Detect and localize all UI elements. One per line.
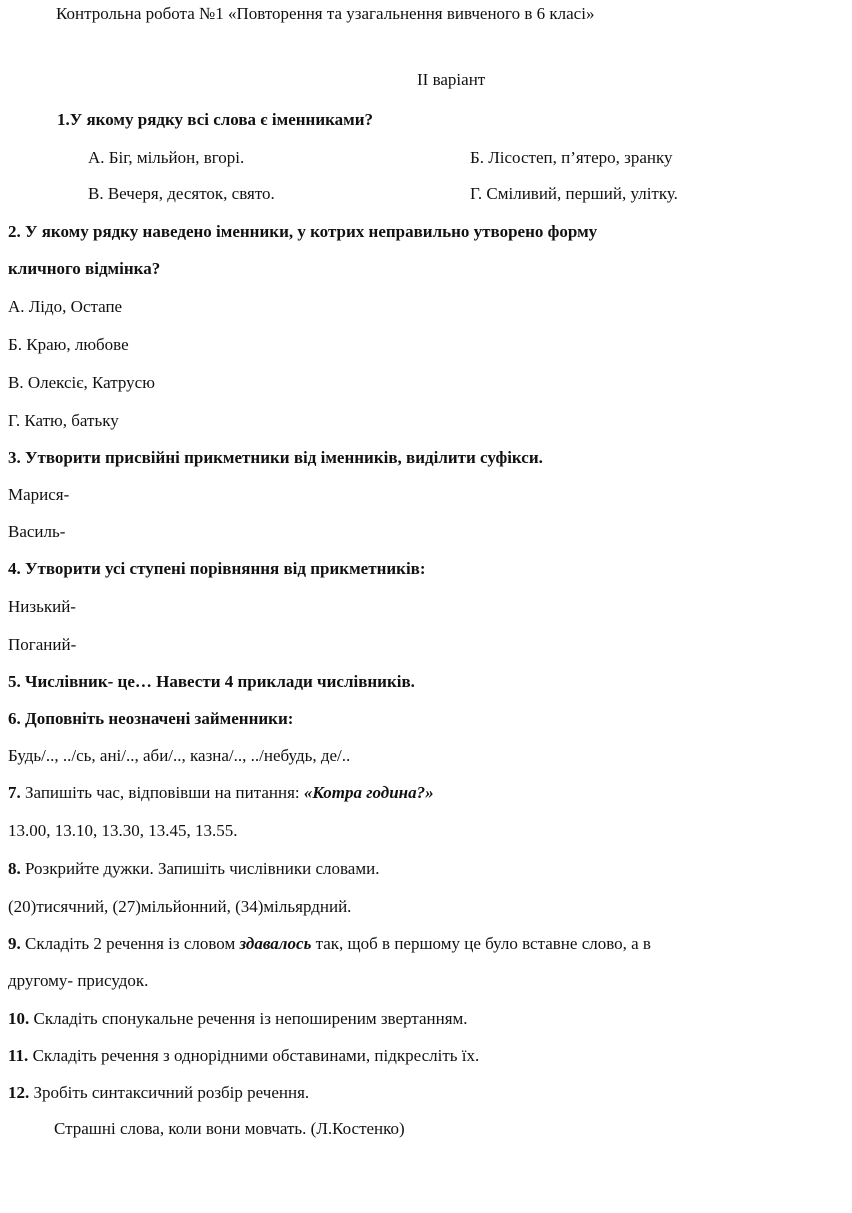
question-9-line-2: другому- присудок. [8,971,149,990]
question-3-word-1: Марися- [8,485,70,504]
question-1-number: 1. [57,110,70,129]
question-2-line-2: кличного відмінка? [8,259,161,278]
variant-label: II варіант [417,70,486,89]
question-9-emphasis: здавалось [239,934,312,953]
question-9-text-2: так, щоб в першому це було вставне слово, а в [311,934,651,953]
question-2-option-b: Б. Краю, любове [8,335,129,354]
question-1-option-a: А. Біг, мільйон, вгорі. [88,148,245,167]
question-1 [57,109,373,131]
question-1-option-c: В. Вечеря, десяток, свято. [88,184,275,203]
question-11 [8,1045,479,1067]
question-1-text: У якому рядку всі слова є іменниками? [69,110,374,129]
question-8 [8,858,379,880]
question-11-number: 11. [8,1046,29,1065]
question-7-number: 7. [8,783,21,802]
question-3-word-2: Василь- [8,522,66,541]
question-4-word-2: Поганий- [8,635,77,654]
question-2-line-1: 2. У якому рядку наведено іменники, у котрих неправильно утворено форму [8,222,598,241]
question-12-number: 12. [8,1083,30,1102]
question-5: 5. Числівник- це… Навести 4 приклади числівників. [8,672,415,691]
question-9 [8,933,651,955]
question-12-sentence: Страшні слова, коли вони мовчать. (Л.Костенко) [54,1119,405,1138]
question-1-option-d: Г. Сміливий, перший, улітку. [470,184,678,203]
question-10-number: 10. [8,1009,30,1028]
question-7-text: Запишіть час, відповівши на питання: [20,783,304,802]
question-8-values: (20)тисячний, (27)мільйонний, (34)мільярдний. [8,897,352,916]
header-title: Контрольна робота №1 «Повторення та узагальнення вивченого в 6 класі» [56,4,595,23]
question-3: 3. Утворити присвійні прикметники від іменників, виділити суфікси. [8,448,543,467]
question-11-text: Складіть речення з однорідними обставинами, підкресліть їх. [28,1046,480,1065]
question-6-items: Будь/.., ../сь, ані/.., аби/.., казна/.., ../небудь, де/.. [8,746,351,765]
question-7-emphasis: «Котра година?» [303,783,434,802]
question-10 [8,1008,468,1030]
question-2-option-a: А. Лідо, Остапе [8,297,123,316]
question-9-number: 9. [8,934,21,953]
question-8-text: Розкрийте дужки. Запишіть числівники словами. [20,859,380,878]
question-4: 4. Утворити усі ступені порівняння від прикметників: [8,559,426,578]
question-7 [8,782,434,804]
question-12 [8,1082,309,1104]
question-1-option-b: Б. Лісостеп, п’ятеро, зранку [470,148,673,167]
question-2-option-c: В. Олексіє, Катрусю [8,373,155,392]
question-10-text: Складіть спонукальне речення із непоширеним звертанням. [29,1009,468,1028]
question-6: 6. Доповніть неозначені займенники: [8,709,294,728]
question-12-text: Зробіть синтаксичний розбір речення. [29,1083,310,1102]
question-7-values: 13.00, 13.10, 13.30, 13.45, 13.55. [8,821,238,840]
question-2-option-d: Г. Катю, батьку [8,411,119,430]
question-9-text-1: Складіть 2 речення із словом [20,934,240,953]
question-8-number: 8. [8,859,21,878]
question-4-word-1: Низький- [8,597,76,616]
